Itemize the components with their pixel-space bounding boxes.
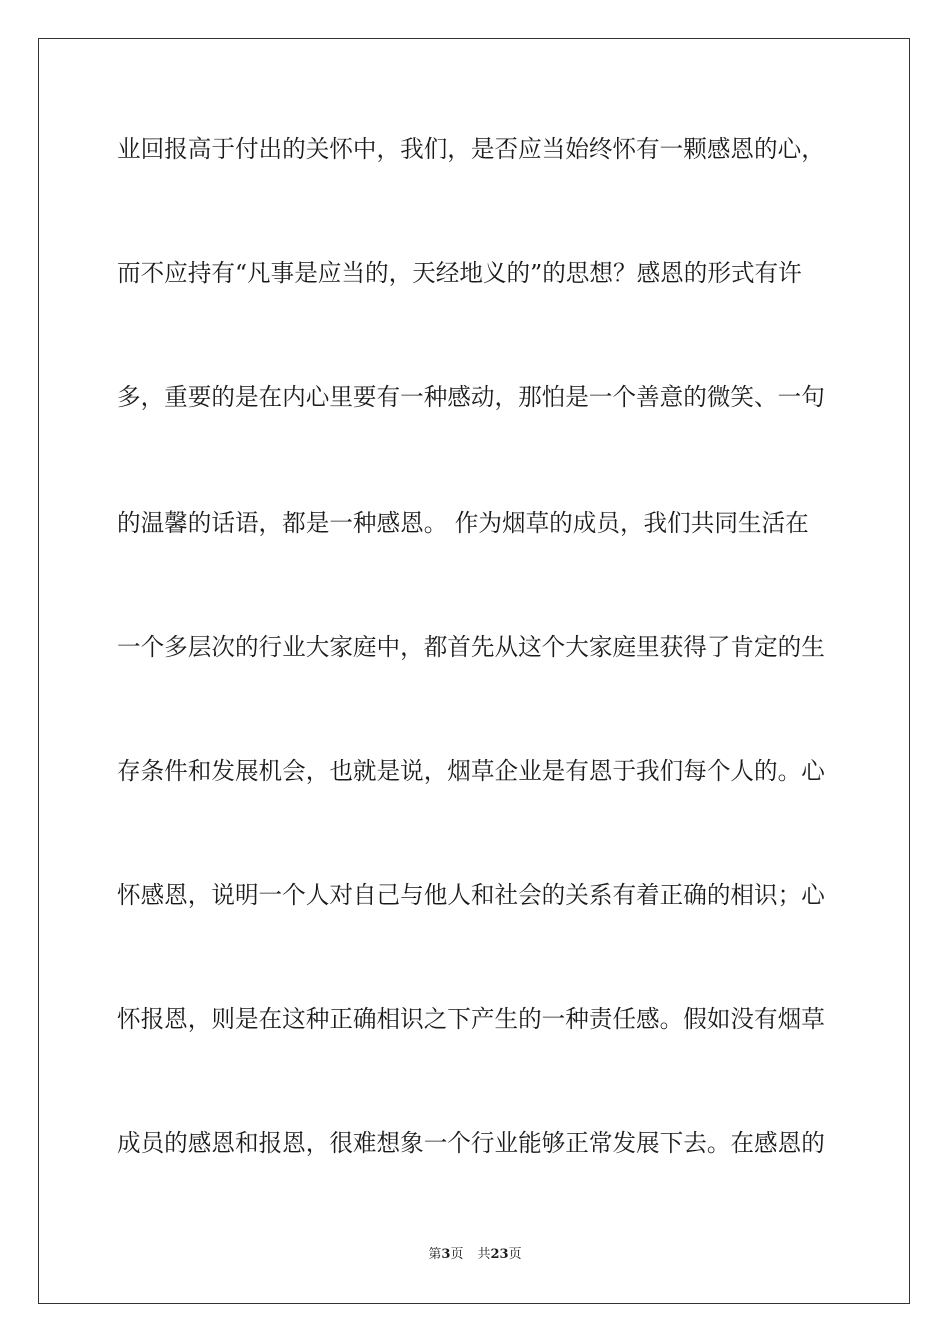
text-line-9: 成员的感恩和报恩，很难想象一个行业能够正常发展下去。在感恩的 (117, 1129, 825, 1157)
footer-total-prefix: 共 (477, 1247, 491, 1262)
text-line-4: 的温馨的话语，都是一种感恩。 作为烟草的成员，我们共同生活在 (117, 509, 809, 537)
text-line-8: 怀报恩，则是在这种正确相识之下产生的一种责任感。假如没有烟草 (117, 1005, 825, 1033)
text-line-6: 存条件和发展机会，也就是说，烟草企业是有恩于我们每个人的。心 (117, 757, 825, 785)
footer-page-number: 3 (441, 1247, 451, 1262)
text-line-1: 业回报高于付出的关怀中，我们，是否应当始终怀有一颗感恩的心， (117, 135, 825, 163)
text-line-3: 多，重要的是在内心里要有一种感动，那怕是一个善意的微笑、一句 (117, 383, 825, 411)
text-line-5: 一个多层次的行业大家庭中，都首先从这个大家庭里获得了肯定的生 (117, 633, 825, 661)
page-border (38, 38, 910, 1304)
text-line-2: 而不应持有“凡事是应当的，天经地义的”的思想？感恩的形式有许 (117, 259, 802, 287)
footer-total-number: 23 (490, 1247, 509, 1262)
footer-page-prefix: 第 (428, 1247, 442, 1262)
text-line-7: 怀感恩，说明一个人对自己与他人和社会的关系有着正确的相识；心 (117, 881, 825, 909)
page-footer (0, 1247, 950, 1263)
footer-page-suffix: 页 (450, 1247, 464, 1262)
footer-total-suffix: 页 (508, 1247, 522, 1262)
